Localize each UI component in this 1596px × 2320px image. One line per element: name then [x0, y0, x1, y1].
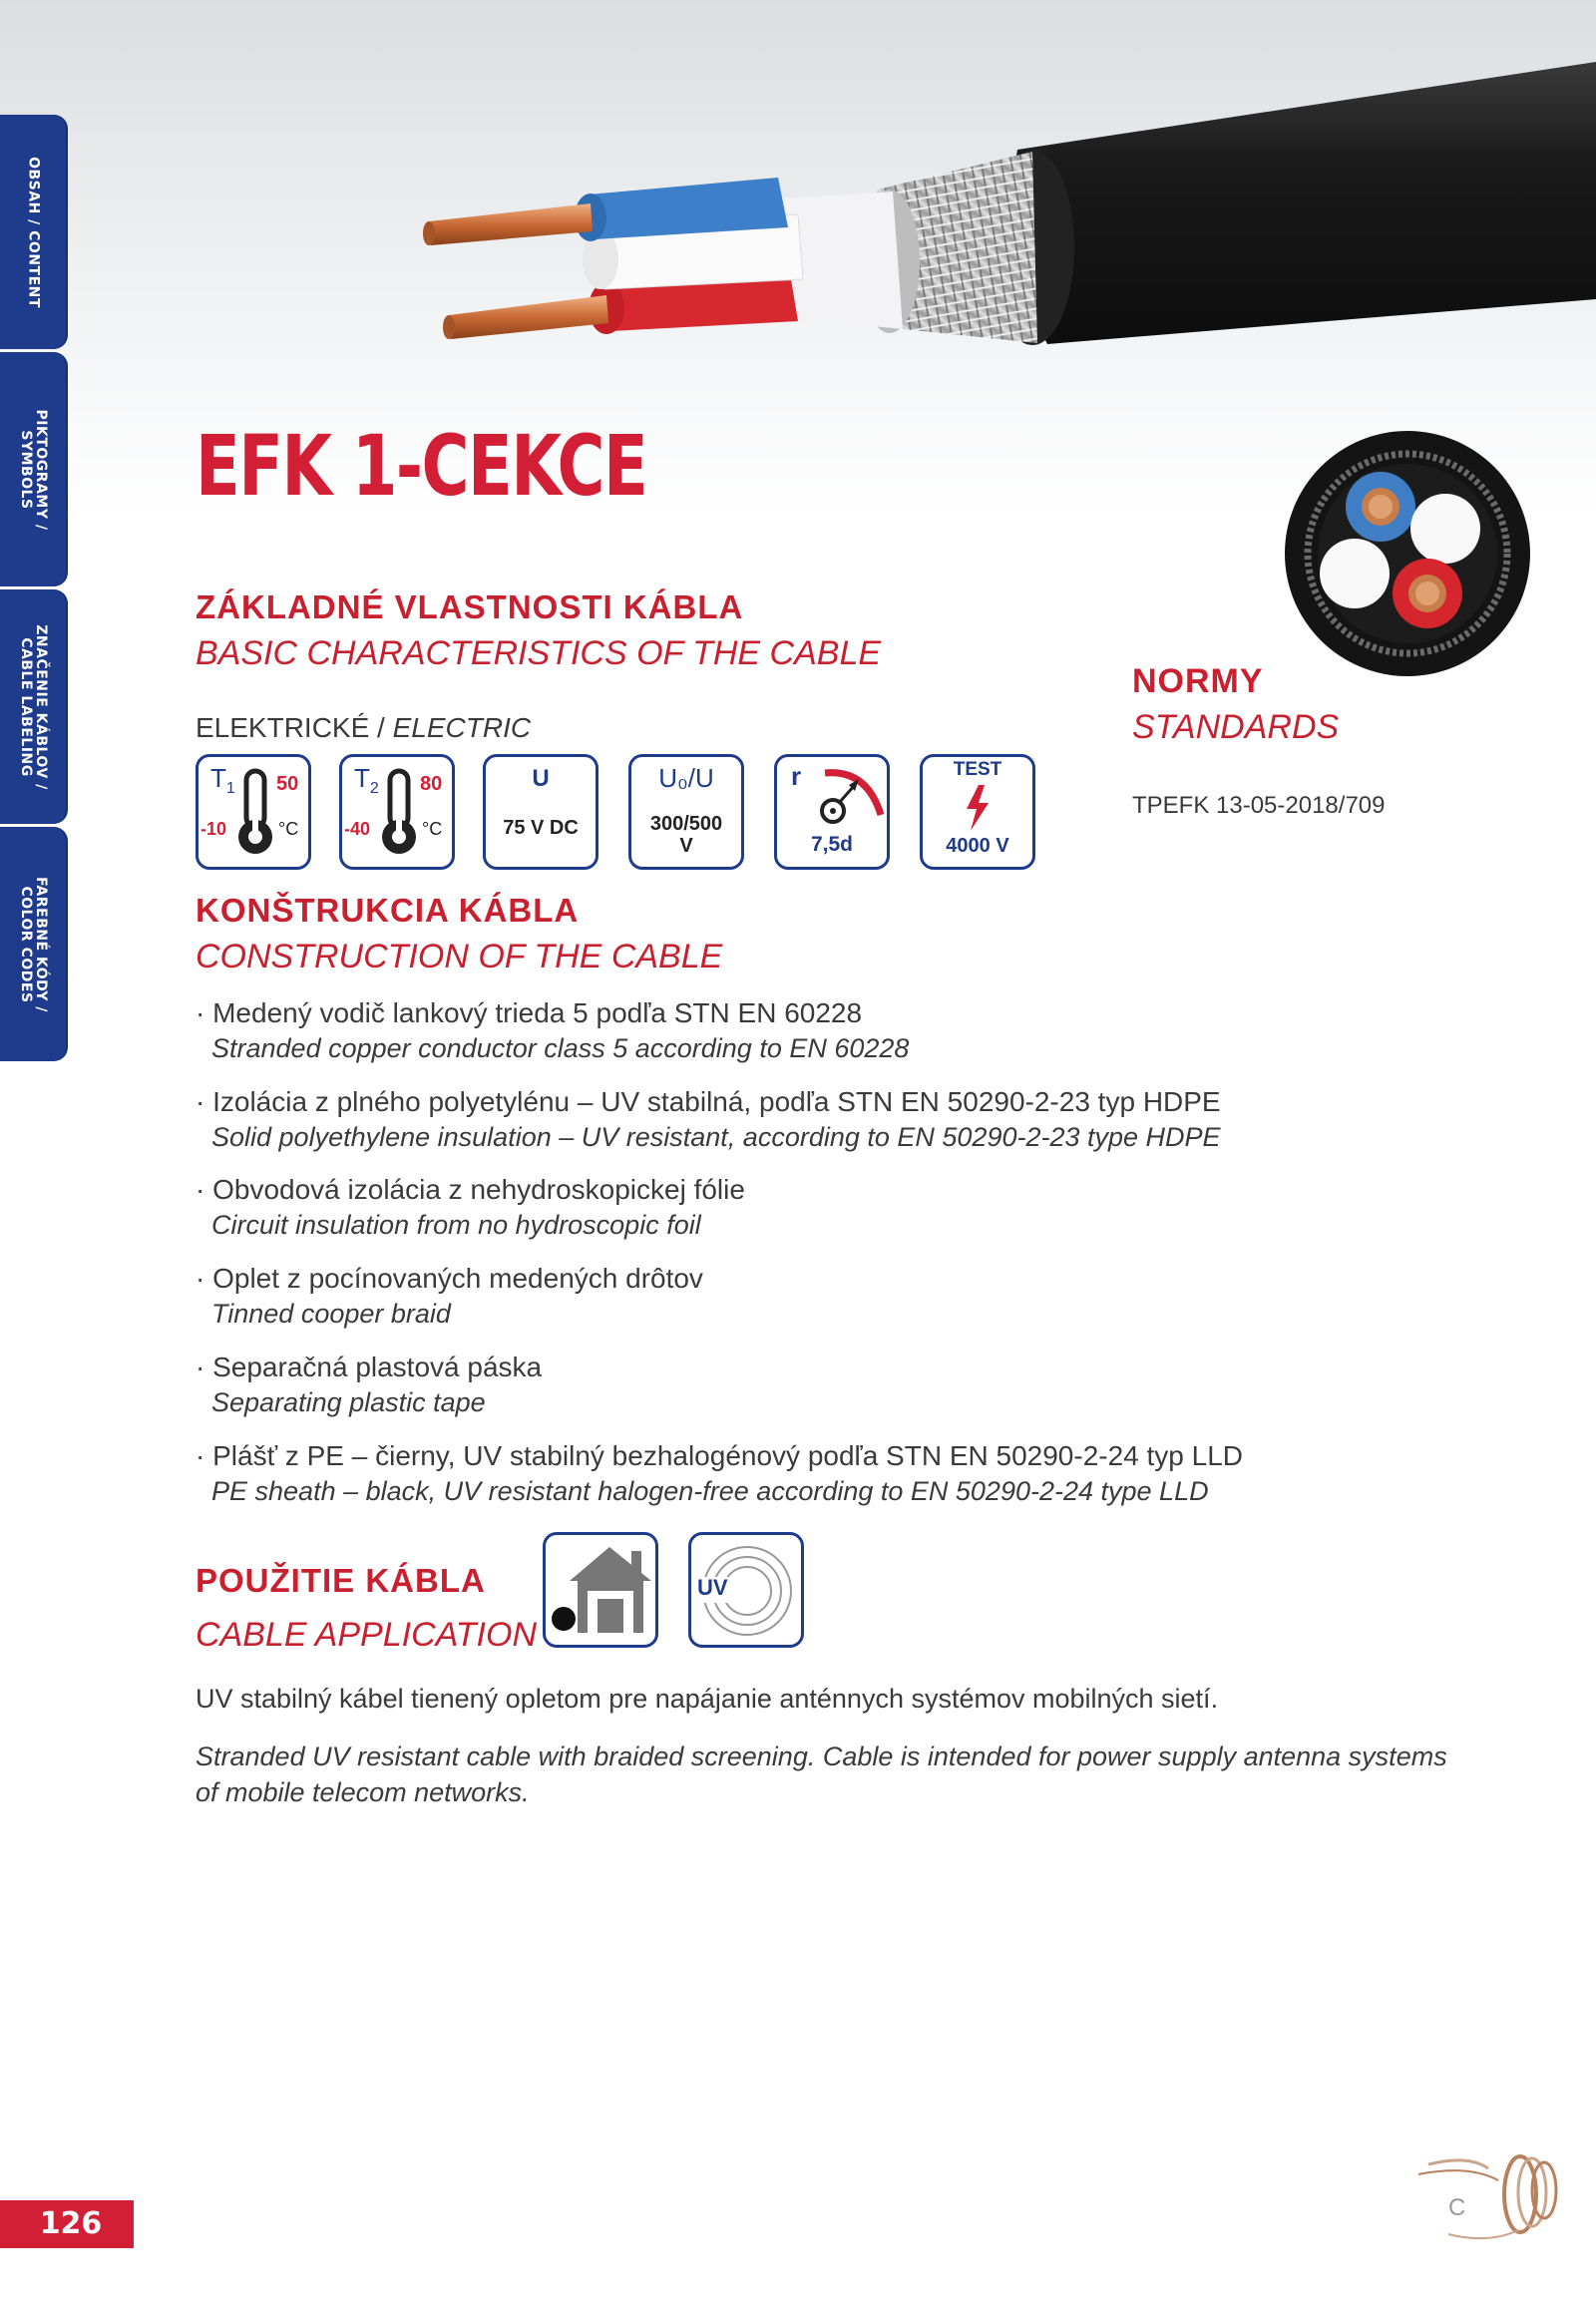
cable-cross-section	[1283, 429, 1532, 678]
test-label: TEST	[953, 759, 1002, 780]
standards-value: TPEFK 13-05-2018/709	[1132, 792, 1386, 819]
logo-letter: C	[1448, 2194, 1466, 2221]
basic-heading-en: BASIC CHARACTERISTICS OF THE CABLE	[196, 634, 882, 672]
electric-label-en: ELECTRIC	[392, 712, 532, 743]
t2-min: -40	[344, 819, 371, 839]
t2-unit: °C	[422, 819, 443, 839]
construction-heading-sk: KONŠTRUKCIA KÁBLA	[196, 892, 580, 929]
list-item	[196, 1440, 1243, 1507]
uou-value-line1: 300/500	[649, 813, 723, 835]
uv-resistant-icon	[688, 1532, 804, 1648]
t1-min: -10	[200, 819, 227, 839]
t1-sub: 1	[225, 780, 235, 798]
bend-radius-icon	[807, 763, 887, 829]
t2-symbol	[354, 763, 379, 798]
tab-symbols[interactable]	[0, 352, 66, 586]
thermometer-icon	[378, 767, 420, 859]
list-item	[196, 1174, 745, 1241]
tab-cable-labeling-label: ZNAČENIE KÁBLOV / CABLE LABELING	[18, 623, 49, 790]
electric-label	[196, 712, 531, 744]
application-heading-sk: POUŽITIE KÁBLA	[196, 1562, 486, 1599]
test-voltage-icon	[920, 754, 1035, 870]
t2-max: 80	[420, 773, 443, 795]
r-value: 7,5d	[810, 833, 854, 856]
tab-color-codes[interactable]	[0, 827, 66, 1061]
list-item	[196, 1352, 542, 1418]
product-title: EFK 1-CEKCE	[196, 417, 647, 515]
item-sk: · Separačná plastová páska	[196, 1352, 543, 1382]
basic-heading-sk: ZÁKLADNÉ VLASTNOSTI KÁBLA	[196, 588, 744, 625]
tab-content-label: OBSAH / CONTENT	[25, 156, 42, 308]
test-value: 4000 V	[946, 835, 1009, 857]
lightning-icon	[963, 785, 993, 831]
uou-label: U₀/U	[658, 763, 714, 793]
item-en: Separating plastic tape	[211, 1387, 486, 1417]
t1-max: 50	[276, 773, 299, 795]
construction-heading-en: CONSTRUCTION OF THE CABLE	[196, 938, 723, 975]
tab-cable-labeling[interactable]	[0, 589, 66, 824]
application-heading-en: CABLE APPLICATION	[196, 1616, 537, 1654]
tab-symbols-label: PIKTOGRAMY / SYMBOLS	[18, 409, 49, 530]
r-label: r	[791, 761, 802, 791]
application-text-en-line1: Stranded UV resistant cable with braided screening. Cable is intended for power supply antenna systems	[196, 1741, 1447, 1771]
item-sk: · Medený vodič lankový trieda 5 podľa STN EN 60228	[196, 997, 863, 1028]
t1-unit: °C	[278, 819, 299, 839]
electric-label-sk: ELEKTRICKÉ /	[196, 712, 385, 743]
item-sk: · Izolácia z plného polyetylénu – UV stabilná, podľa STN EN 50290-2-23 typ HDPE	[196, 1086, 1221, 1117]
item-en: Stranded copper conductor class 5 according to EN 60228	[211, 1033, 910, 1063]
t2-sub: 2	[369, 780, 379, 798]
t1-symbol	[210, 763, 235, 798]
thermometer-icon	[234, 767, 276, 859]
list-item	[196, 997, 909, 1064]
item-en: Circuit insulation from no hydroscopic foil	[211, 1210, 701, 1240]
bending-radius-icon	[774, 754, 890, 870]
t1-label: T	[210, 763, 226, 793]
item-en: PE sheath – black, UV resistant halogen-free according to EN 50290-2-24 type LLD	[211, 1476, 1209, 1506]
item-en: Solid polyethylene insulation – UV resistant, according to EN 50290-2-23 type HDPE	[211, 1122, 1221, 1152]
item-en: Tinned cooper braid	[211, 1299, 451, 1329]
list-item	[196, 1263, 703, 1330]
item-sk: · Plášť z PE – čierny, UV stabilný bezhalogénový podľa STN EN 50290-2-24 typ LLD	[196, 1440, 1244, 1471]
voltage-uou-icon	[628, 754, 744, 870]
temp-t1-icon	[196, 754, 311, 870]
tab-color-codes-label: FAREBNÉ KÓDY / COLOR CODES	[18, 876, 49, 1012]
voltage-u-icon	[483, 754, 598, 870]
u-label: U	[532, 765, 550, 792]
item-sk: · Obvodová izolácia z nehydroskopickej fólie	[196, 1174, 745, 1205]
standards-heading-sk: NORMY	[1132, 662, 1264, 700]
application-text-en-line2: of mobile telecom networks.	[196, 1777, 530, 1807]
house-icon	[550, 1541, 653, 1641]
temp-t2-icon	[339, 754, 455, 870]
electric-icons-row	[196, 754, 1053, 872]
tab-content[interactable]	[0, 115, 66, 349]
u-value: 75 V DC	[503, 817, 579, 839]
application-text-sk: UV stabilný kábel tienený opletom pre napájanie anténnych systémov mobilných sietí.	[196, 1684, 1219, 1714]
item-sk: · Oplet z pocínovaných medených drôtov	[196, 1263, 703, 1294]
company-logo	[1408, 2134, 1568, 2259]
t2-label: T	[354, 763, 370, 793]
page-number: 126	[0, 2200, 134, 2248]
uv-label: UV	[697, 1575, 728, 1600]
standards-heading-en: STANDARDS	[1132, 708, 1340, 746]
list-item	[196, 1086, 1221, 1153]
uou-value-line2: V	[679, 835, 693, 857]
outdoor-indoor-icon	[543, 1532, 658, 1648]
coil-logo-icon	[1408, 2134, 1568, 2254]
